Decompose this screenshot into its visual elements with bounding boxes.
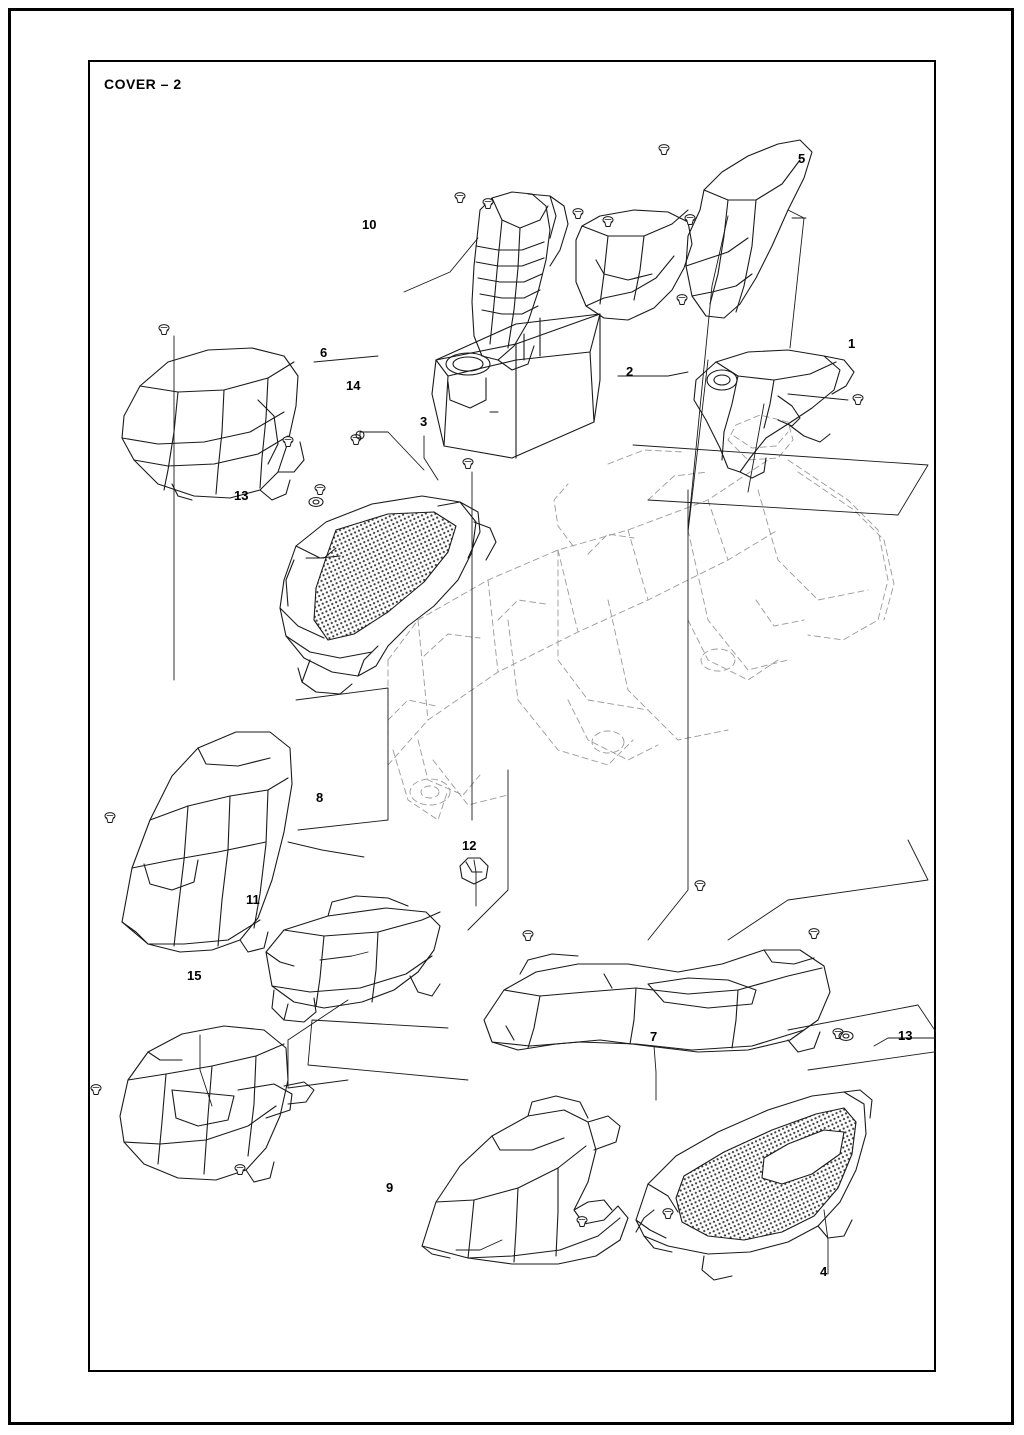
callout-4: 4 — [820, 1264, 828, 1279]
exploded-assembly-artwork — [88, 60, 936, 1372]
fasteners — [91, 145, 863, 1227]
part-11-footrest-panel — [266, 896, 440, 1022]
callout-1: 1 — [848, 336, 856, 351]
callout-14: 14 — [346, 378, 361, 393]
callout-5: 5 — [798, 151, 806, 166]
part-2-battery-tray — [432, 314, 600, 458]
part-4-lower-grille-panel — [636, 1090, 872, 1280]
callout-13-right: 13 — [898, 1028, 913, 1043]
part-8-left-side-cover — [122, 732, 292, 952]
part-6-left-rear-fender — [122, 348, 304, 503]
chassis-hidden-lines — [388, 415, 894, 820]
callout-15: 15 — [187, 968, 202, 983]
page-title: COVER – 2 — [104, 76, 182, 92]
part-5-right-side-panel — [576, 140, 812, 320]
callout-10: 10 — [362, 217, 377, 232]
callout-3: 3 — [420, 414, 428, 429]
callout-9: 9 — [386, 1180, 394, 1195]
part-9-right-lower-cover — [422, 1096, 628, 1264]
callout-8: 8 — [316, 790, 324, 805]
part-15-left-lower-cover — [120, 1026, 314, 1182]
part-10-console-cover — [472, 192, 568, 370]
callout-6: 6 — [320, 345, 328, 360]
callout-12: 12 — [462, 838, 477, 853]
callout-7: 7 — [650, 1029, 658, 1044]
callout-13-left: 13 — [234, 488, 249, 503]
callout-2: 2 — [626, 364, 634, 379]
callout-11: 11 — [246, 892, 260, 907]
